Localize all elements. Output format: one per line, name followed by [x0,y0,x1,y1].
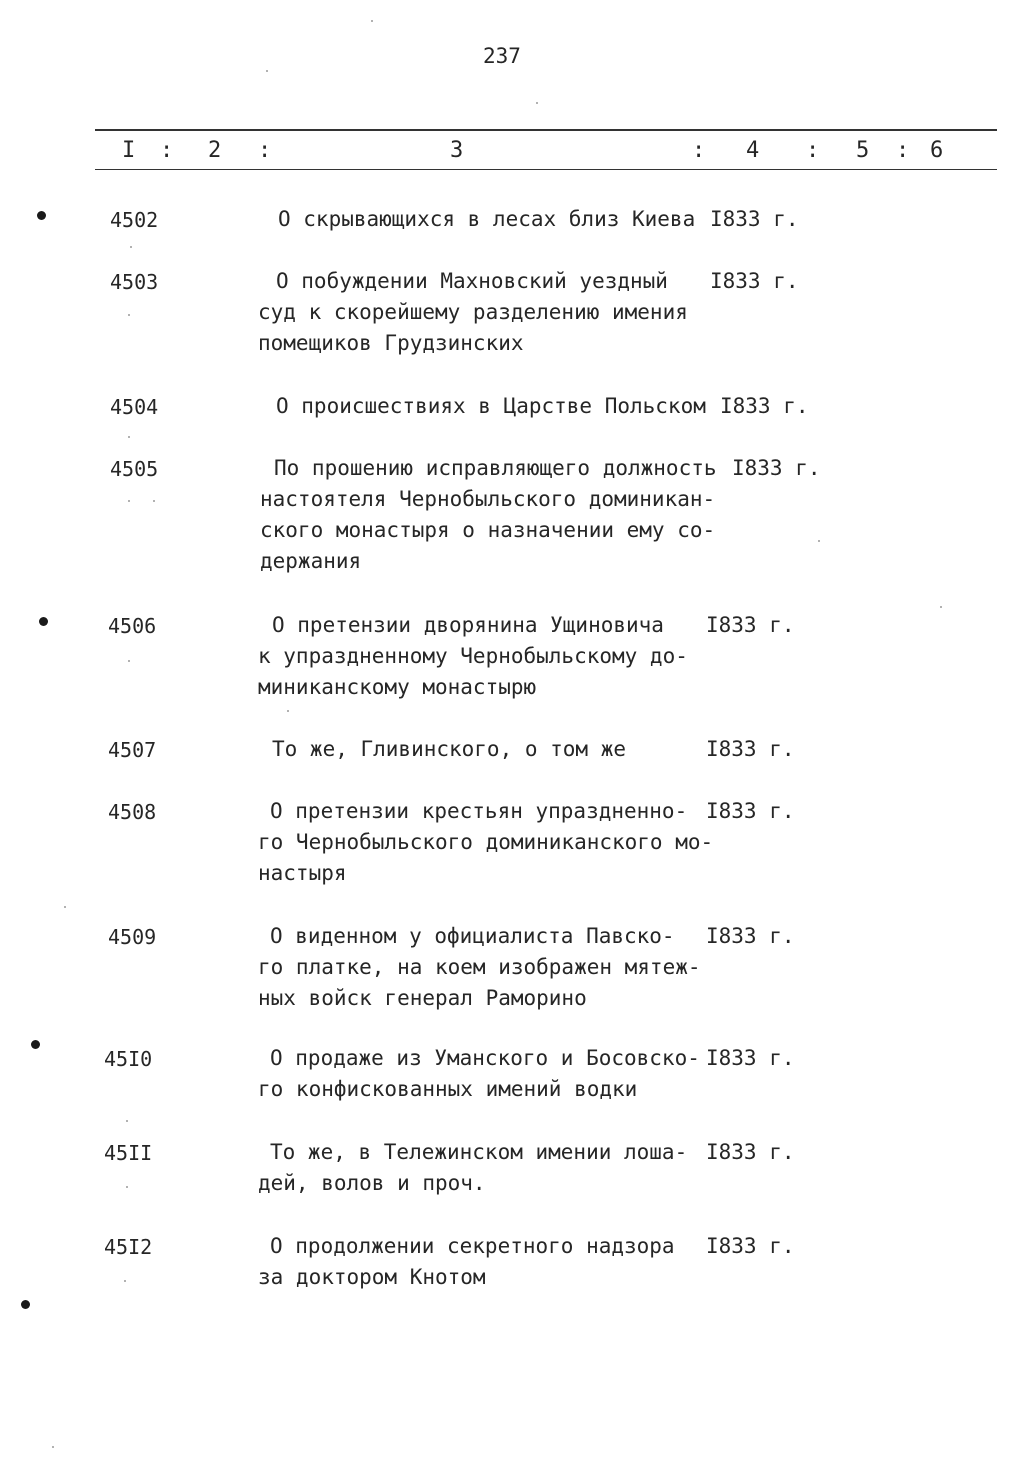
case-year: I833 г. [706,613,795,637]
scan-speck [126,1120,128,1122]
header-col-4: 4 [746,138,760,163]
case-title-line: О претензии крестьян упраздненно- [270,799,688,823]
header-bottom-rule [95,169,997,170]
case-title-line: О побуждении Махновский уездный [276,269,668,293]
case-title-line: к упраздненному Чернобыльскому до- [258,644,688,668]
case-title-line: ных войск генерал Раморино [258,986,587,1010]
case-number: 4504 [110,395,159,419]
case-number: 4502 [110,208,159,232]
case-number: 4505 [110,457,159,481]
case-title-line: дей, волов и проч. [258,1171,486,1195]
case-title-line: То же, в Тележинском имении лоша- [270,1140,688,1164]
case-number: 4508 [108,800,157,824]
header-col-2: 2 [208,138,222,163]
scan-speck [287,710,289,712]
header-separator: : [258,138,272,163]
header-col-3: 3 [450,138,464,163]
case-number: 4509 [108,925,157,949]
scan-speck [128,500,130,502]
case-title-line: за доктором Кнотом [258,1265,486,1289]
case-title-line: го Чернобыльского доминиканского мо- [258,830,714,854]
case-title-line: О виденном у официалиста Павско- [270,924,675,948]
header-separator: : [692,138,706,163]
case-title-line: То же, Гливинского, о том же [272,737,627,761]
scan-speck [52,1446,54,1448]
case-year: I833 г. [710,207,799,231]
case-title-line: го платке, на коем изображен мятеж- [258,955,701,979]
punch-hole-mark [39,617,48,626]
case-number: 4503 [110,270,159,294]
scan-speck [536,102,538,104]
header-separator: : [160,138,174,163]
case-title-line: О продаже из Уманского и Босовско- [270,1046,700,1070]
page-number: 237 [483,44,521,68]
header-separator: : [806,138,820,163]
case-year: I833 г. [706,737,795,761]
scan-speck [130,246,132,248]
case-year: I833 г. [706,924,795,948]
case-number: 45I2 [104,1235,153,1259]
case-year: I833 г. [706,799,795,823]
case-title-line: суд к скорейшему разделению имения [258,300,688,324]
scan-speck [940,606,942,608]
scan-speck [818,540,820,542]
case-number: 4506 [108,614,157,638]
header-col-5: 5 [856,138,870,163]
header-col-6: 6 [930,138,944,163]
case-title-line: настоятеля Чернобыльского доминикан- [260,487,716,511]
case-year: I833 г. [706,1046,795,1070]
case-year: I833 г. [732,456,821,480]
scan-speck [371,20,373,22]
punch-hole-mark [21,1300,30,1309]
case-year: I833 г. [720,394,809,418]
case-title-line: О продолжении секретного надзора [270,1234,675,1258]
case-title-line: О претензии дворянина Ущиновича [272,613,664,637]
scan-speck [153,500,155,502]
scan-speck [124,1280,126,1282]
case-number: 4507 [108,738,157,762]
scan-speck [64,906,66,908]
case-title-line: го конфискованных имений водки [258,1077,638,1101]
scan-speck [266,70,268,72]
punch-hole-mark [37,211,46,220]
case-year: I833 г. [706,1140,795,1164]
header-top-rule [95,129,997,131]
case-title-line: О происшествиях в Царстве Польском [276,394,706,418]
header-separator: : [896,138,910,163]
header-col-1: I [122,138,136,163]
scan-speck [128,660,130,662]
scan-speck [128,436,130,438]
case-title-line: настыря [258,861,347,885]
case-title-line: По прошению исправляющего должность [274,456,717,480]
case-year: I833 г. [706,1234,795,1258]
case-title-line: помещиков Грудзинских [258,331,524,355]
scan-speck [126,1186,128,1188]
case-number: 45II [104,1141,153,1165]
case-year: I833 г. [710,269,799,293]
case-title-line: миниканскому монастырю [258,675,537,699]
scan-speck [128,314,130,316]
case-title-line: держания [260,549,362,573]
case-title-line: ского монастыря о назначении ему со- [260,518,716,542]
case-title-line: О скрывающихся в лесах близ Киева [278,207,696,231]
case-number: 45I0 [104,1047,153,1071]
punch-hole-mark [31,1040,40,1049]
